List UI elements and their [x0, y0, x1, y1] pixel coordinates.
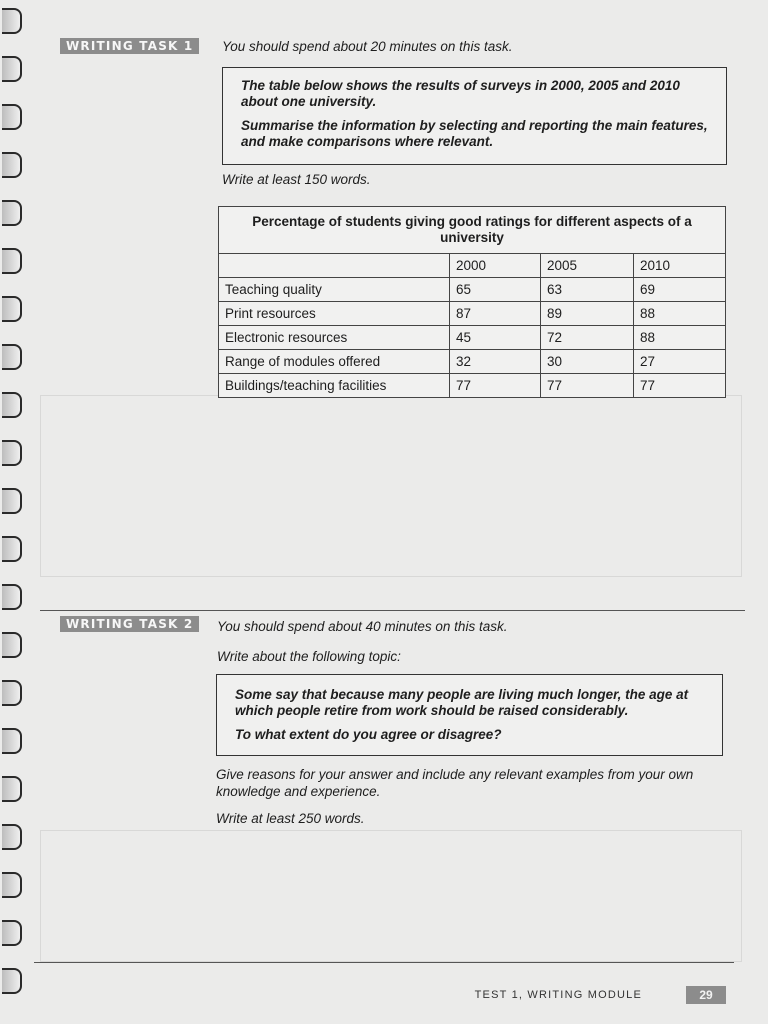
table-cell: Electronic resources — [219, 326, 450, 350]
table-cell: 69 — [634, 278, 726, 302]
spiral-coil — [2, 8, 22, 34]
table-row — [219, 374, 726, 398]
spiral-coil — [2, 776, 22, 802]
spiral-coil — [2, 248, 22, 274]
table-cell: Buildings/teaching facilities — [219, 374, 450, 398]
spiral-coil — [2, 920, 22, 946]
table-row — [219, 278, 726, 302]
spiral-coil — [2, 728, 22, 754]
table-header-cell — [219, 254, 450, 278]
task1-word-note: Write at least 150 words. — [222, 172, 371, 187]
task2-topic-note: Write about the following topic: — [217, 649, 401, 664]
task2-prompt-box — [216, 674, 723, 756]
task2-prompt-line2: To what extent do you agree or disagree? — [235, 727, 502, 742]
page-number: 29 — [686, 986, 726, 1004]
table-cell: 30 — [541, 350, 634, 374]
table-cell: 88 — [634, 302, 726, 326]
table-row — [219, 326, 726, 350]
results-table — [218, 206, 726, 398]
table-cell: 87 — [450, 302, 541, 326]
table-title-row — [219, 207, 726, 254]
table-cell: Range of modules offered — [219, 350, 450, 374]
spiral-coil — [2, 824, 22, 850]
table-header-row — [219, 254, 726, 278]
task1-prompt-box — [222, 67, 727, 165]
table-title: Percentage of students giving good ratings for different aspects of a university — [219, 207, 726, 254]
spiral-binding — [0, 0, 30, 1024]
spiral-coil — [2, 584, 22, 610]
spiral-coil — [2, 104, 22, 130]
table-header-cell: 2005 — [541, 254, 634, 278]
task1-label: WRITING TASK 1 — [60, 38, 199, 54]
table-cell: 27 — [634, 350, 726, 374]
task1-time-note: You should spend about 20 minutes on this task. — [222, 39, 513, 54]
task2-word-note: Write at least 250 words. — [216, 811, 365, 826]
task2-prompt-line1: Some say that because many people are living much longer, the age at which people retire from work should be raised considerably. — [235, 687, 689, 718]
spiral-coil — [2, 392, 22, 418]
spiral-coil — [2, 344, 22, 370]
table-cell: 45 — [450, 326, 541, 350]
table-row — [219, 350, 726, 374]
spiral-coil — [2, 56, 22, 82]
spiral-coil — [2, 152, 22, 178]
table-cell: 65 — [450, 278, 541, 302]
section-divider — [40, 610, 745, 611]
spiral-coil — [2, 536, 22, 562]
table-cell: 88 — [634, 326, 726, 350]
spiral-coil — [2, 440, 22, 466]
task1-prompt-line1: The table below shows the results of surveys in 2000, 2005 and 2010 about one university. — [241, 78, 680, 109]
table-cell: Print resources — [219, 302, 450, 326]
table-cell: 32 — [450, 350, 541, 374]
table-cell: 63 — [541, 278, 634, 302]
table-cell: 77 — [541, 374, 634, 398]
spiral-coil — [2, 680, 22, 706]
footer-divider — [34, 962, 734, 963]
task2-time-note: You should spend about 40 minutes on this task. — [217, 619, 508, 634]
table-cell: Teaching quality — [219, 278, 450, 302]
spiral-coil — [2, 200, 22, 226]
spiral-coil — [2, 632, 22, 658]
spiral-coil — [2, 296, 22, 322]
table-header-cell: 2000 — [450, 254, 541, 278]
table-cell: 77 — [450, 374, 541, 398]
table-cell: 77 — [634, 374, 726, 398]
bleed-through — [40, 395, 742, 577]
spiral-coil — [2, 968, 22, 994]
task1-prompt-line2: Summarise the information by selecting and reporting the main features, and make comparisons where relevant. — [241, 118, 708, 149]
task2-reasons-note: Give reasons for your answer and include any relevant examples from your own knowledge and experience. — [216, 767, 694, 799]
table-cell: 89 — [541, 302, 634, 326]
spiral-coil — [2, 488, 22, 514]
table-row — [219, 302, 726, 326]
spiral-coil — [2, 872, 22, 898]
table-cell: 72 — [541, 326, 634, 350]
bleed-through — [40, 830, 742, 962]
task2-label: WRITING TASK 2 — [60, 616, 199, 632]
table-header-cell: 2010 — [634, 254, 726, 278]
footer-text: TEST 1, WRITING MODULE — [474, 989, 642, 1001]
